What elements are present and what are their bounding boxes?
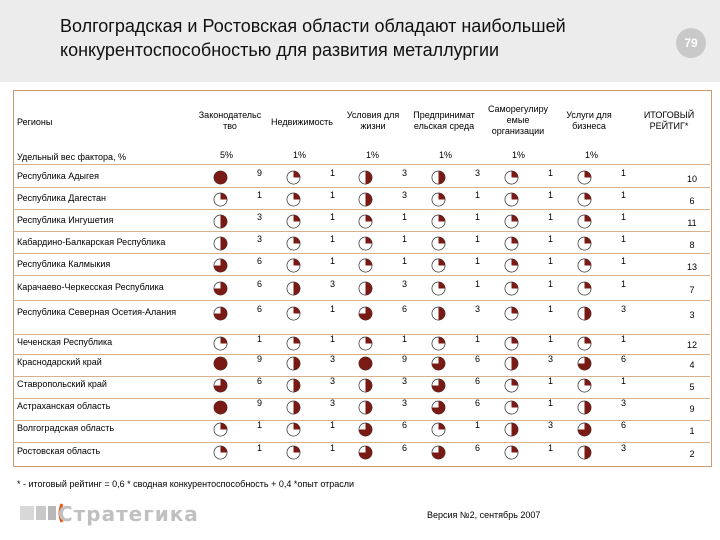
score-pie-icon [213,336,228,351]
score-value: 1 [330,212,336,222]
score-value: 1 [548,443,554,453]
score-pie-icon [286,445,301,460]
score-value: 3 [402,376,408,386]
score-value: 1 [330,443,336,453]
score-pie-icon [213,445,228,460]
score-value: 1 [548,168,554,178]
score-cell [286,398,336,418]
score-pie-icon [431,422,446,437]
score-cell [213,420,263,440]
weight-business-services: 1% [585,150,599,160]
score-value: 1 [548,334,554,344]
score-pie-icon [577,281,592,296]
score-pie-icon [504,192,519,207]
score-pie-icon [286,258,301,273]
score-pie-icon [504,236,519,251]
score-cell [358,354,408,374]
score-value: 3 [330,279,336,289]
score-pie-icon [431,214,446,229]
region-name: Республика Адыгея [17,171,99,181]
region-name: Астраханская область [17,401,111,411]
page-number-badge: 79 [676,28,706,58]
region-name: Ставропольский край [17,379,107,389]
score-cell [504,376,554,396]
score-pie-icon [358,258,373,273]
logo-text: Стратегика [58,502,199,526]
final-rating: 13 [686,262,697,272]
row-separator [13,253,710,254]
score-pie-icon [286,336,301,351]
final-rating: 9 [689,404,695,414]
score-cell [213,256,263,276]
score-pie-icon [577,258,592,273]
score-value: 1 [257,190,263,200]
score-cell [431,443,481,463]
score-value: 3 [330,354,336,364]
score-pie-icon [577,445,592,460]
score-value: 1 [330,190,336,200]
score-cell [431,256,481,276]
row-separator [13,231,710,232]
row-separator [13,300,710,301]
score-pie-icon [431,378,446,393]
score-value: 6 [621,420,627,430]
score-pie-icon [577,378,592,393]
score-cell [577,212,627,232]
region-name: Республика Дагестан [17,193,106,203]
region-name: Волгоградская область [17,423,115,433]
score-pie-icon [431,281,446,296]
score-cell [213,354,263,374]
score-cell [431,168,481,188]
region-name: Чеченская Республика [17,337,113,347]
score-cell [577,354,627,374]
score-value: 9 [257,354,263,364]
score-pie-icon [358,236,373,251]
score-value: 3 [257,234,263,244]
footnote: * - итоговый рейтинг = 0,6 * сводная конкурентоспособность + 0,4 *опыт отрасли [17,479,355,489]
score-value: 1 [621,279,627,289]
final-rating: 8 [689,240,695,250]
score-value: 3 [402,190,408,200]
score-value: 3 [621,398,627,408]
score-value: 1 [402,212,408,222]
score-cell [504,168,554,188]
score-pie-icon [577,236,592,251]
score-cell [213,190,263,210]
score-value: 6 [475,376,481,386]
score-pie-icon [213,192,228,207]
column-header-living-conditions: Условия для жизни [346,110,400,131]
score-value: 1 [475,234,481,244]
score-value: 1 [621,190,627,200]
region-name: Карачаево-Черкесская Республика [17,282,164,292]
score-value: 3 [402,279,408,289]
score-value: 6 [402,304,408,314]
score-cell [504,190,554,210]
column-header-sro: Саморегулиру емые организации [487,104,549,136]
final-rating: 10 [686,174,697,184]
score-value: 1 [548,212,554,222]
column-header-legislation: Законодательс тво [198,110,262,131]
final-rating: 5 [689,382,695,392]
region-name: Краснодарский край [17,357,102,367]
score-value: 9 [257,168,263,178]
score-cell [286,354,336,374]
score-cell [431,376,481,396]
score-cell [358,398,408,418]
score-value: 1 [402,256,408,266]
score-cell [358,256,408,276]
score-pie-icon [431,236,446,251]
score-pie-icon [286,170,301,185]
score-value: 6 [257,256,263,266]
score-value: 1 [475,190,481,200]
score-value: 1 [621,334,627,344]
score-pie-icon [504,400,519,415]
score-value: 1 [402,234,408,244]
weight-legislation: 5% [220,150,234,160]
score-pie-icon [358,378,373,393]
score-cell [213,334,263,354]
region-name: Республика Калмыкия [17,259,111,269]
score-pie-icon [431,306,446,321]
score-value: 1 [548,376,554,386]
score-pie-icon [213,422,228,437]
score-pie-icon [504,306,519,321]
score-cell [577,256,627,276]
score-value: 1 [330,234,336,244]
score-value: 1 [475,279,481,289]
score-value: 1 [548,304,554,314]
score-cell [358,304,408,324]
score-value: 6 [257,279,263,289]
row-separator [13,164,710,165]
score-pie-icon [213,400,228,415]
score-cell [358,212,408,232]
score-cell [431,398,481,418]
weight-sro: 1% [512,150,526,160]
score-cell [431,304,481,324]
score-pie-icon [286,400,301,415]
final-rating: 7 [689,285,695,295]
score-pie-icon [213,236,228,251]
score-cell [431,279,481,299]
score-value: 3 [548,354,554,364]
score-value: 1 [257,334,263,344]
score-cell [504,212,554,232]
score-value: 6 [257,304,263,314]
column-header-real-estate: Недвижимость [271,117,333,127]
column-header-business-environment: Предпринимат ельская среда [413,110,475,131]
score-cell [431,354,481,374]
score-pie-icon [358,422,373,437]
score-value: 1 [548,279,554,289]
score-pie-icon [504,336,519,351]
column-header-business-services: Услуги для бизнеса [566,110,612,131]
score-value: 3 [548,420,554,430]
score-cell [431,212,481,232]
score-pie-icon [431,400,446,415]
score-value: 1 [621,256,627,266]
slide-title: Волгоградская и Ростовская области обладают наибольшей конкурентоспособностью для развития металлургии [60,16,566,60]
score-pie-icon [504,356,519,371]
score-cell [358,190,408,210]
score-cell [577,443,627,463]
score-value: 1 [257,420,263,430]
score-pie-icon [358,306,373,321]
score-pie-icon [286,281,301,296]
column-header-rating: ИТОГОВЫЙ РЕЙТИГ* [643,110,695,131]
score-value: 3 [330,398,336,408]
score-cell [213,443,263,463]
score-pie-icon [213,281,228,296]
score-pie-icon [286,214,301,229]
score-value: 6 [475,354,481,364]
score-pie-icon [358,400,373,415]
score-cell [504,304,554,324]
row-separator [13,275,710,276]
score-value: 1 [475,212,481,222]
final-rating: 12 [686,340,697,350]
score-cell [213,168,263,188]
score-cell [358,279,408,299]
score-cell [213,234,263,254]
score-cell [286,212,336,232]
score-cell [358,168,408,188]
score-value: 1 [330,168,336,178]
score-cell [358,334,408,354]
score-pie-icon [213,356,228,371]
score-cell [577,376,627,396]
score-value: 1 [621,376,627,386]
score-value: 1 [257,443,263,453]
score-pie-icon [577,170,592,185]
score-value: 6 [257,376,263,386]
score-cell [358,234,408,254]
score-cell [577,398,627,418]
weight-living-conditions: 1% [366,150,380,160]
score-pie-icon [431,258,446,273]
score-cell [286,168,336,188]
final-rating: 3 [689,310,695,320]
score-pie-icon [431,170,446,185]
score-cell [577,234,627,254]
score-pie-icon [213,214,228,229]
score-value: 6 [621,354,627,364]
score-value: 1 [621,212,627,222]
score-value: 3 [475,168,481,178]
score-cell [286,256,336,276]
score-cell [577,190,627,210]
score-pie-icon [213,306,228,321]
score-cell [286,443,336,463]
final-rating: 2 [689,449,695,459]
score-pie-icon [286,192,301,207]
score-pie-icon [286,356,301,371]
score-pie-icon [577,400,592,415]
weight-row-label: Удельный вес фактора, % [17,152,127,162]
score-cell [286,376,336,396]
final-rating: 6 [689,196,695,206]
score-pie-icon [358,281,373,296]
score-pie-icon [431,336,446,351]
score-pie-icon [286,378,301,393]
score-value: 3 [621,304,627,314]
score-pie-icon [431,445,446,460]
score-cell [577,279,627,299]
score-cell [504,398,554,418]
score-cell [431,234,481,254]
score-value: 1 [621,168,627,178]
score-cell [358,420,408,440]
regions-header: Регионы [17,117,53,127]
region-name: Республика Северная Осетия-Алания [17,307,177,317]
score-pie-icon [504,258,519,273]
score-pie-icon [213,170,228,185]
score-cell [286,334,336,354]
score-value: 1 [621,234,627,244]
score-cell [504,443,554,463]
score-cell [577,304,627,324]
score-value: 3 [257,212,263,222]
score-pie-icon [213,258,228,273]
score-value: 1 [475,420,481,430]
score-pie-icon [358,445,373,460]
score-pie-icon [431,356,446,371]
score-cell [358,376,408,396]
score-cell [504,354,554,374]
score-value: 1 [330,334,336,344]
score-value: 1 [475,256,481,266]
score-value: 6 [402,420,408,430]
score-pie-icon [286,306,301,321]
score-cell [213,398,263,418]
score-pie-icon [577,192,592,207]
score-cell [286,304,336,324]
score-cell [286,190,336,210]
score-pie-icon [286,422,301,437]
score-cell [504,420,554,440]
score-value: 6 [402,443,408,453]
weight-business-environment: 1% [439,150,453,160]
score-pie-icon [431,192,446,207]
weight-real-estate: 1% [293,150,307,160]
region-name: Республика Ингушетия [17,215,114,225]
score-pie-icon [577,356,592,371]
score-value: 1 [475,334,481,344]
score-pie-icon [577,336,592,351]
score-value: 1 [548,256,554,266]
score-cell [213,304,263,324]
score-value: 1 [402,334,408,344]
score-value: 1 [548,190,554,200]
score-pie-icon [577,214,592,229]
score-value: 1 [548,234,554,244]
score-cell [358,443,408,463]
score-value: 3 [402,168,408,178]
score-cell [431,190,481,210]
score-value: 6 [475,398,481,408]
score-pie-icon [213,378,228,393]
score-cell [577,420,627,440]
final-rating: 11 [687,218,697,228]
score-value: 1 [330,304,336,314]
score-cell [504,279,554,299]
score-cell [577,334,627,354]
score-pie-icon [358,192,373,207]
score-cell [286,420,336,440]
score-cell [213,279,263,299]
score-cell [504,334,554,354]
score-pie-icon [577,422,592,437]
row-separator [13,187,710,188]
score-pie-icon [577,306,592,321]
region-name: Ростовская область [17,446,101,456]
score-cell [431,334,481,354]
score-value: 1 [330,420,336,430]
score-pie-icon [504,281,519,296]
score-value: 3 [475,304,481,314]
score-value: 3 [402,398,408,408]
score-cell [504,234,554,254]
score-pie-icon [504,445,519,460]
score-pie-icon [286,236,301,251]
score-value: 9 [402,354,408,364]
score-pie-icon [504,170,519,185]
region-name: Кабардино-Балкарская Республика [17,237,166,247]
score-pie-icon [358,170,373,185]
final-rating: 4 [689,360,695,370]
row-separator [13,209,710,210]
score-cell [213,376,263,396]
score-cell [577,168,627,188]
score-cell [213,212,263,232]
score-pie-icon [358,336,373,351]
score-value: 6 [475,443,481,453]
score-value: 3 [330,376,336,386]
score-cell [286,234,336,254]
score-pie-icon [358,356,373,371]
score-cell [431,420,481,440]
score-cell [504,256,554,276]
score-pie-icon [358,214,373,229]
version-label: Версия №2, сентябрь 2007 [427,510,541,520]
score-pie-icon [504,214,519,229]
score-value: 1 [548,398,554,408]
score-pie-icon [504,422,519,437]
score-value: 3 [621,443,627,453]
final-rating: 1 [689,426,695,436]
score-value: 1 [330,256,336,266]
score-pie-icon [504,378,519,393]
score-value: 9 [257,398,263,408]
score-cell [286,279,336,299]
